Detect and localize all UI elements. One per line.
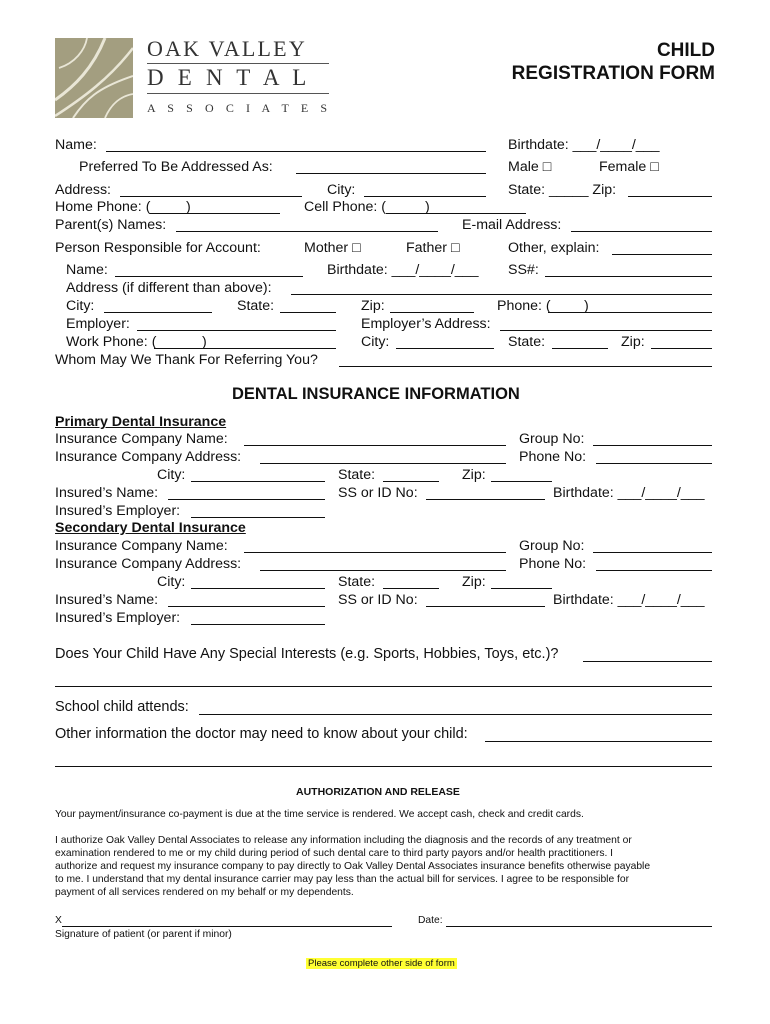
zip-field[interactable] [628,196,712,197]
primary-state-field[interactable] [383,481,439,482]
payment-text: Your payment/insurance co-payment is due at the time service is rendered. We accept cash, check and credit cards. [55,809,584,820]
other-info-field[interactable] [485,741,712,742]
secondary-ss-label: SS or ID No: [338,592,418,608]
city-field[interactable] [364,196,486,197]
home-phone-label: Home Phone: ( [55,199,151,215]
responsible-label: Person Responsible for Account: [55,240,261,256]
primary-zip-label: Zip: [462,467,486,483]
interests-field[interactable] [583,661,712,662]
emp-state-field[interactable] [552,348,608,349]
primary-phone-label: Phone No: [519,449,587,465]
authorization-paragraph [55,834,650,899]
resp-ss-field[interactable] [545,276,712,277]
secondary-phone-label: Phone No: [519,556,587,572]
primary-insured-name-field[interactable] [168,499,325,500]
primary-ss-field[interactable] [426,499,545,500]
secondary-city-field[interactable] [191,588,325,589]
primary-phone-field[interactable] [596,463,712,464]
insurance-heading: DENTAL INSURANCE INFORMATION [232,385,520,403]
resp-state-label: State: [237,298,275,314]
authorization-title: AUTHORIZATION AND RELEASE [296,786,460,798]
primary-state-label: State: [338,467,376,483]
date-label: Date: [418,915,443,926]
secondary-state-field[interactable] [383,588,439,589]
city-label: City: [327,182,356,198]
signature-x: X [55,915,62,926]
emp-city-label: City: [361,334,390,350]
male-checkbox[interactable]: Male □ [508,159,552,175]
resp-zip-field[interactable] [390,312,474,313]
resp-name-label: Name: [66,262,108,278]
primary-birthdate-field[interactable]: Birthdate: ___/____/___ [553,485,705,501]
referral-label: Whom May We Thank For Referring You? [55,352,318,368]
secondary-ss-field[interactable] [426,606,545,607]
primary-group-label: Group No: [519,431,585,447]
address-label: Address: [55,182,111,198]
emp-city-field[interactable] [396,348,494,349]
work-phone-label: Work Phone: ( [66,334,157,350]
resp-ss-label: SS#: [508,262,539,278]
resp-address-label: Address (if different than above): [66,280,272,296]
home-phone-field[interactable] [150,213,280,214]
primary-ss-label: SS or ID No: [338,485,418,501]
secondary-group-field[interactable] [593,552,712,553]
auth-line: examination rendered to me or my child during period of such dental care to third party payors and/or health practitioners. I [55,848,614,859]
parents-field[interactable] [176,231,438,232]
other-explain-field[interactable] [612,254,712,255]
preferred-name-label: Preferred To Be Addressed As: [79,159,273,175]
state-zip-label: State: _____ Zip: [508,182,617,198]
primary-city-field[interactable] [191,481,325,482]
complete-other-side-note: Please complete other side of form [308,958,455,969]
auth-line: authorize and request my insurance company to pay directly to Oak Valley Dental Associates insurance benefits otherwise payable [55,861,651,872]
logo-line-oak-valley: OAK VALLEY [147,36,307,61]
signature-field[interactable] [62,926,392,927]
other-info-field-2[interactable] [55,766,712,767]
school-label: School child attends: [55,699,189,715]
primary-company-address-label: Insurance Company Address: [55,449,242,465]
logo-divider-2 [147,93,329,94]
form-title-line2: REGISTRATION FORM [511,63,715,84]
address-field[interactable] [120,196,302,197]
mother-checkbox[interactable]: Mother □ [304,240,361,256]
female-checkbox[interactable]: Female □ [599,159,659,175]
emp-zip-label: Zip: [621,334,645,350]
other-info-label: Other information the doctor may need to know about your child: [55,726,468,742]
resp-address-field[interactable] [291,294,712,295]
referral-field[interactable] [339,366,712,367]
primary-company-address-field[interactable] [260,463,506,464]
logo [55,38,345,118]
secondary-phone-field[interactable] [596,570,712,571]
emp-zip-field[interactable] [651,348,712,349]
primary-insured-name-label: Insured’s Name: [55,485,159,501]
cell-phone-field[interactable] [386,213,526,214]
secondary-state-label: State: [338,574,376,590]
employer-label: Employer: [66,316,130,332]
signature-caption: Signature of patient (or parent if minor) [55,929,232,940]
school-field[interactable] [199,714,712,715]
secondary-insurance-title: Secondary Dental Insurance [55,520,246,536]
interests-field-2[interactable] [55,686,712,687]
resp-zip-label: Zip: [361,298,385,314]
secondary-city-label: City: [157,574,186,590]
auth-line: to me. I understand that my dental insurance carrier may pay less than the actual bill for services. I agree to be responsible for [55,874,630,885]
cell-phone-close: ) [425,199,430,215]
resp-name-field[interactable] [115,276,303,277]
form-title-line1: CHILD [656,40,715,61]
resp-state-field[interactable] [280,312,336,313]
primary-employer-field[interactable] [191,517,325,518]
employer-address-field[interactable] [500,330,712,331]
primary-insurance-title: Primary Dental Insurance [55,414,227,430]
work-phone-field[interactable] [154,348,336,349]
logo-line-associates: A S S O C I A T E S [147,101,332,115]
secondary-zip-field[interactable] [491,588,552,589]
resp-birthdate-field[interactable]: Birthdate: ___/____/___ [327,262,479,278]
cell-phone-label: Cell Phone: ( [304,199,387,215]
primary-group-field[interactable] [593,445,712,446]
secondary-group-label: Group No: [519,538,585,554]
employer-field[interactable] [137,330,336,331]
resp-city-field[interactable] [104,312,212,313]
interests-label: Does Your Child Have Any Special Interests (e.g. Sports, Hobbies, Toys, etc.)? [55,646,559,662]
auth-line: payment of all services rendered on my behalf or my dependents. [55,887,354,898]
logo-leaf-icon [55,38,133,118]
auth-line: I authorize Oak Valley Dental Associates to release any information including the diagnosis and the records of any treatment or [55,835,632,846]
secondary-zip-label: Zip: [462,574,486,590]
email-field[interactable] [571,231,712,232]
primary-zip-field[interactable] [491,481,552,482]
secondary-birthdate-field[interactable]: Birthdate: ___/____/___ [553,592,705,608]
secondary-company-address-label: Insurance Company Address: [55,556,242,572]
logo-divider-1 [147,63,329,64]
home-phone-close: ) [186,199,191,215]
secondary-employer-field[interactable] [191,624,325,625]
other-explain-label: Other, explain: [508,240,600,256]
resp-phone-close: ) [584,298,589,314]
name-field[interactable] [106,151,486,152]
secondary-company-name-label: Insurance Company Name: [55,538,228,554]
secondary-insured-name-field[interactable] [168,606,325,607]
emp-state-label: State: [508,334,546,350]
date-field[interactable] [446,926,712,927]
email-label: E-mail Address: [462,217,562,233]
secondary-company-address-field[interactable] [260,570,506,571]
work-phone-close: ) [202,334,207,350]
resp-phone-label: Phone: ( [497,298,551,314]
name-label: Name: [55,137,97,153]
resp-city-label: City: [66,298,95,314]
employer-address-label: Employer’s Address: [361,316,491,332]
secondary-employer-label: Insured’s Employer: [55,610,181,626]
secondary-insured-name-label: Insured’s Name: [55,592,159,608]
primary-company-name-field[interactable] [244,445,506,446]
primary-city-label: City: [157,467,186,483]
primary-employer-label: Insured’s Employer: [55,503,181,519]
father-checkbox[interactable]: Father □ [406,240,460,256]
birthdate-field[interactable]: Birthdate: ___/____/___ [508,137,660,153]
secondary-company-name-field[interactable] [244,552,506,553]
logo-line-dental: D E N T A L [147,65,311,90]
primary-company-name-label: Insurance Company Name: [55,431,228,447]
preferred-name-field[interactable] [296,173,486,174]
parents-label: Parent(s) Names: [55,217,167,233]
resp-phone-field[interactable] [548,312,712,313]
